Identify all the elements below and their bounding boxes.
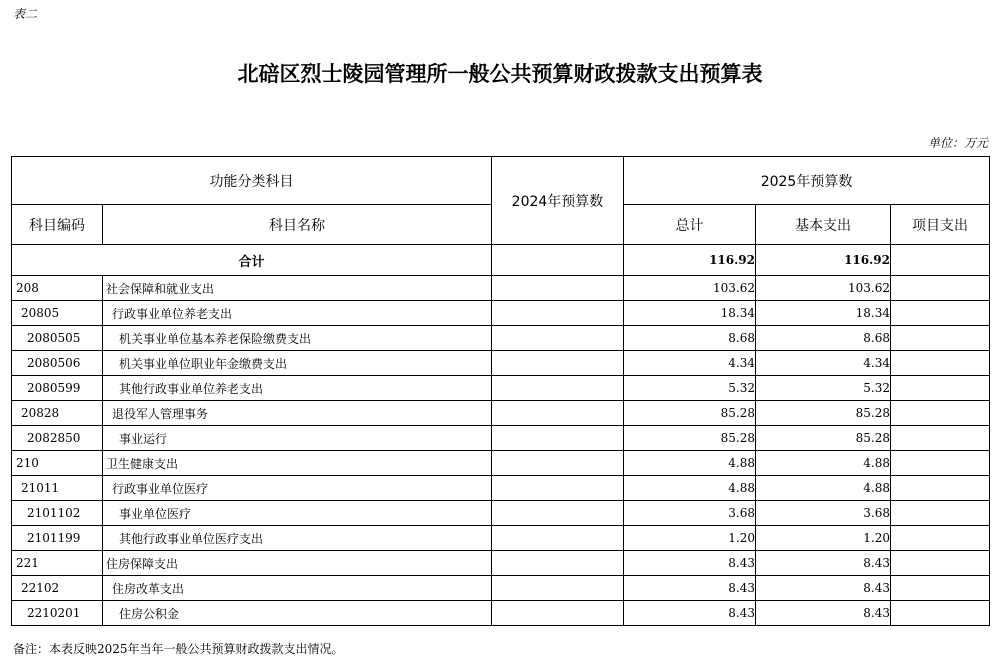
row-name: 其他行政事业单位养老支出 — [103, 376, 492, 401]
row-name: 住房保障支出 — [103, 551, 492, 576]
row-name: 住房公积金 — [103, 601, 492, 626]
table-row — [12, 401, 990, 426]
header-code: 科目编码 — [12, 205, 103, 245]
row-basic: 4.88 — [756, 451, 891, 476]
row-code: 2101199 — [12, 526, 103, 551]
row-code: 20805 — [12, 301, 103, 326]
total-total: 116.92 — [624, 245, 756, 276]
header-row-1 — [12, 157, 990, 205]
row-name: 机关事业单位职业年金缴费支出 — [103, 351, 492, 376]
table-row — [12, 376, 990, 401]
row-name: 事业运行 — [103, 426, 492, 451]
row-project — [891, 376, 990, 401]
table-row — [12, 526, 990, 551]
row-code: 2101102 — [12, 501, 103, 526]
row-budget-2024 — [492, 501, 624, 526]
table-row — [12, 351, 990, 376]
row-basic: 5.32 — [756, 376, 891, 401]
row-total: 3.68 — [624, 501, 756, 526]
row-total: 4.88 — [624, 476, 756, 501]
total-basic: 116.92 — [756, 245, 891, 276]
row-budget-2024 — [492, 376, 624, 401]
footnote: 备注：本表反映2025年当年一般公共预算财政拨款支出情况。 — [13, 642, 344, 656]
row-budget-2024 — [492, 276, 624, 301]
header-budget-2024: 2024年预算数 — [492, 157, 624, 245]
row-budget-2024 — [492, 526, 624, 551]
row-code: 2080505 — [12, 326, 103, 351]
header-total: 总计 — [624, 205, 756, 245]
row-code: 20828 — [12, 401, 103, 426]
row-project — [891, 326, 990, 351]
page-title: 北碚区烈士陵园管理所一般公共预算财政拨款支出预算表 — [237, 61, 763, 86]
row-budget-2024 — [492, 301, 624, 326]
row-code: 2080599 — [12, 376, 103, 401]
row-name: 行政事业单位医疗 — [103, 476, 492, 501]
row-total: 5.32 — [624, 376, 756, 401]
row-project — [891, 351, 990, 376]
row-basic: 4.34 — [756, 351, 891, 376]
row-total: 4.88 — [624, 451, 756, 476]
row-project — [891, 401, 990, 426]
row-basic: 8.43 — [756, 551, 891, 576]
row-basic: 103.62 — [756, 276, 891, 301]
row-budget-2024 — [492, 476, 624, 501]
header-basic: 基本支出 — [756, 205, 891, 245]
row-project — [891, 426, 990, 451]
row-total: 8.43 — [624, 576, 756, 601]
row-total: 4.34 — [624, 351, 756, 376]
row-project — [891, 601, 990, 626]
row-basic: 1.20 — [756, 526, 891, 551]
table-row — [12, 326, 990, 351]
row-basic: 4.88 — [756, 476, 891, 501]
row-name: 事业单位医疗 — [103, 501, 492, 526]
row-budget-2024 — [492, 551, 624, 576]
table-label: 表二 — [13, 7, 38, 21]
row-basic: 18.34 — [756, 301, 891, 326]
row-name: 其他行政事业单位医疗支出 — [103, 526, 492, 551]
table-header — [12, 157, 990, 245]
row-total: 8.43 — [624, 601, 756, 626]
row-name: 退役军人管理事务 — [103, 401, 492, 426]
row-code: 22102 — [12, 576, 103, 601]
table-row — [12, 501, 990, 526]
row-code: 208 — [12, 276, 103, 301]
header-name: 科目名称 — [103, 205, 492, 245]
row-name: 社会保障和就业支出 — [103, 276, 492, 301]
row-total: 1.20 — [624, 526, 756, 551]
row-budget-2024 — [492, 576, 624, 601]
row-budget-2024 — [492, 601, 624, 626]
total-project — [891, 245, 990, 276]
table-row — [12, 476, 990, 501]
row-basic: 8.43 — [756, 601, 891, 626]
table-row — [12, 601, 990, 626]
row-code: 2082850 — [12, 426, 103, 451]
row-code: 2080506 — [12, 351, 103, 376]
row-total: 8.43 — [624, 551, 756, 576]
total-label: 合计 — [12, 245, 492, 276]
row-name: 卫生健康支出 — [103, 451, 492, 476]
row-code: 2210201 — [12, 601, 103, 626]
row-budget-2024 — [492, 401, 624, 426]
row-name: 行政事业单位养老支出 — [103, 301, 492, 326]
row-total: 8.68 — [624, 326, 756, 351]
table-row — [12, 276, 990, 301]
row-basic: 3.68 — [756, 501, 891, 526]
header-project: 项目支出 — [891, 205, 990, 245]
row-project — [891, 451, 990, 476]
table-body — [12, 245, 990, 626]
budget-table — [11, 156, 990, 626]
row-basic: 85.28 — [756, 401, 891, 426]
row-project — [891, 501, 990, 526]
row-project — [891, 476, 990, 501]
table-row — [12, 301, 990, 326]
table-row — [12, 576, 990, 601]
row-code: 210 — [12, 451, 103, 476]
row-project — [891, 551, 990, 576]
unit-label: 单位：万元 — [927, 136, 988, 150]
row-project — [891, 576, 990, 601]
header-budget-2025: 2025年预算数 — [624, 157, 990, 205]
table-row — [12, 551, 990, 576]
table-row — [12, 426, 990, 451]
row-code: 221 — [12, 551, 103, 576]
total-budget-2024 — [492, 245, 624, 276]
row-project — [891, 526, 990, 551]
row-budget-2024 — [492, 326, 624, 351]
table-row — [12, 451, 990, 476]
row-budget-2024 — [492, 351, 624, 376]
total-row — [12, 245, 990, 276]
row-budget-2024 — [492, 426, 624, 451]
header-function-category: 功能分类科目 — [12, 157, 492, 205]
row-basic: 85.28 — [756, 426, 891, 451]
row-project — [891, 301, 990, 326]
row-basic: 8.43 — [756, 576, 891, 601]
row-basic: 8.68 — [756, 326, 891, 351]
row-total: 85.28 — [624, 401, 756, 426]
row-project — [891, 276, 990, 301]
row-budget-2024 — [492, 451, 624, 476]
row-total: 103.62 — [624, 276, 756, 301]
row-total: 18.34 — [624, 301, 756, 326]
row-total: 85.28 — [624, 426, 756, 451]
row-code: 21011 — [12, 476, 103, 501]
row-name: 住房改革支出 — [103, 576, 492, 601]
row-name: 机关事业单位基本养老保险缴费支出 — [103, 326, 492, 351]
